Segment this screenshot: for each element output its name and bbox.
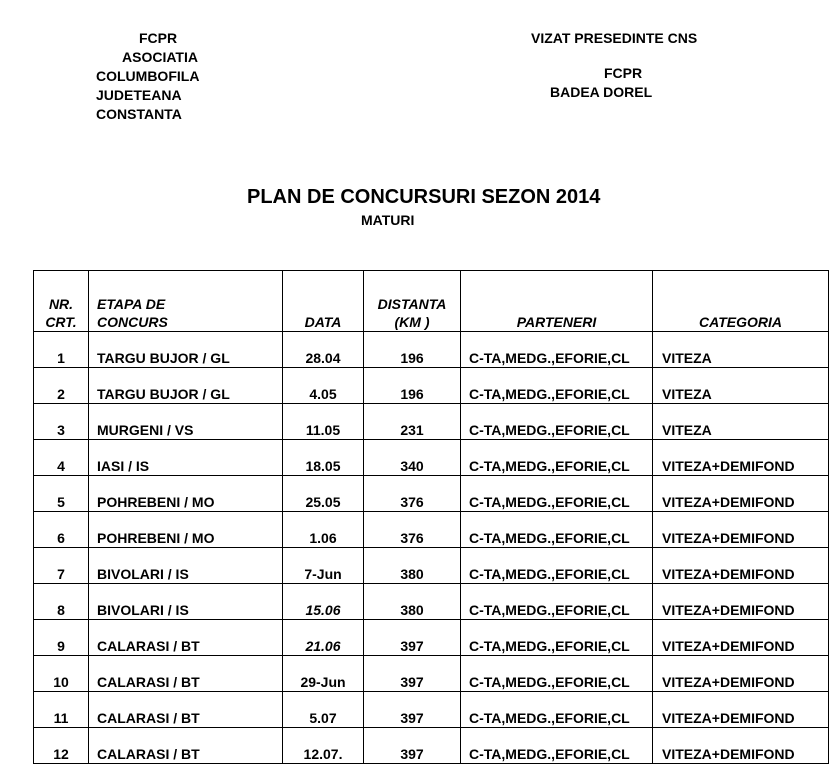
cell-etapa: CALARASI / BT: [89, 728, 283, 764]
cell-nr: 8: [34, 584, 89, 620]
cell-nr: 1: [34, 332, 89, 368]
cell-etapa: POHREBENI / MO: [89, 476, 283, 512]
cell-categoria: VITEZA+DEMIFOND: [653, 728, 829, 764]
cell-data: 7-Jun: [283, 548, 364, 584]
cell-km: 397: [364, 620, 461, 656]
cell-parteneri: [461, 512, 653, 548]
table-row: [34, 620, 829, 656]
cell-nr: 9: [34, 620, 89, 656]
cell-parteneri: [461, 692, 653, 728]
cell-km: 376: [364, 476, 461, 512]
cell-categoria: VITEZA: [653, 368, 829, 404]
parteneri-text: C-TA,MEDG.,EFORIE,CL: [469, 422, 630, 438]
cell-nr: 6: [34, 512, 89, 548]
cell-etapa: TARGU BUJOR / GL: [89, 368, 283, 404]
document-title: PLAN DE CONCURSURI SEZON 2014: [247, 186, 601, 208]
parteneri-text: C-TA,MEDG.,EFORIE,CL: [469, 458, 630, 474]
table-row: [34, 656, 829, 692]
column-header-nr: NR. CRT.: [34, 271, 89, 332]
header-line: CONSTANTA: [96, 106, 182, 122]
parteneri-text: C-TA,MEDG.,EFORIE,CL: [469, 530, 630, 546]
cell-categoria: VITEZA+DEMIFOND: [653, 512, 829, 548]
cell-nr: 10: [34, 656, 89, 692]
parteneri-text: C-TA,MEDG.,EFORIE,CL: [469, 710, 630, 726]
cell-categoria: VITEZA+DEMIFOND: [653, 548, 829, 584]
header-line: FCPR: [604, 65, 643, 81]
cell-data: 21.06: [283, 620, 364, 656]
cell-km: 196: [364, 332, 461, 368]
column-header-etapa: ETAPA DE CONCURS: [89, 271, 283, 332]
cell-data: 12.07.: [283, 728, 364, 764]
table-row: [34, 512, 829, 548]
cell-parteneri: [461, 728, 653, 764]
table-row: [34, 692, 829, 728]
cell-parteneri: [461, 404, 653, 440]
header-line: ASOCIATIA: [122, 49, 198, 65]
cell-data: 4.05: [283, 368, 364, 404]
header-line: JUDETEANA: [96, 87, 182, 103]
header-line: FCPR: [139, 30, 178, 46]
header-line: COLUMBOFILA: [96, 68, 200, 84]
parteneri-text: C-TA,MEDG.,EFORIE,CL: [469, 638, 630, 654]
competition-plan-table: [33, 270, 829, 764]
cell-parteneri: [461, 584, 653, 620]
cell-categoria: VITEZA+DEMIFOND: [653, 656, 829, 692]
cell-parteneri: [461, 620, 653, 656]
cell-categoria: VITEZA+DEMIFOND: [653, 440, 829, 476]
cell-etapa: TARGU BUJOR / GL: [89, 332, 283, 368]
cell-km: 380: [364, 548, 461, 584]
table-row: [34, 440, 829, 476]
cell-categoria: VITEZA+DEMIFOND: [653, 584, 829, 620]
parteneri-text: C-TA,MEDG.,EFORIE,CL: [469, 386, 630, 402]
table-row: [34, 728, 829, 764]
cell-nr: 2: [34, 368, 89, 404]
cell-etapa: IASI / IS: [89, 440, 283, 476]
cell-data: 5.07: [283, 692, 364, 728]
cell-categoria: VITEZA: [653, 404, 829, 440]
parteneri-text: C-TA,MEDG.,EFORIE,CL: [469, 566, 630, 582]
cell-nr: 11: [34, 692, 89, 728]
table-row: [34, 476, 829, 512]
column-header-distanta: DISTANTA (KM ): [364, 271, 461, 332]
cell-nr: 12: [34, 728, 89, 764]
cell-parteneri: [461, 440, 653, 476]
cell-km: 340: [364, 440, 461, 476]
cell-etapa: CALARASI / BT: [89, 656, 283, 692]
cell-nr: 7: [34, 548, 89, 584]
cell-categoria: VITEZA: [653, 332, 829, 368]
cell-data: 11.05: [283, 404, 364, 440]
parteneri-text: C-TA,MEDG.,EFORIE,CL: [469, 746, 630, 762]
cell-km: 397: [364, 728, 461, 764]
cell-categoria: VITEZA+DEMIFOND: [653, 620, 829, 656]
column-header-data: DATA: [283, 271, 364, 332]
cell-parteneri: [461, 476, 653, 512]
cell-data: 1.06: [283, 512, 364, 548]
association-header: [96, 29, 226, 124]
cell-data: 25.05: [283, 476, 364, 512]
cell-data: 15.06: [283, 584, 364, 620]
cell-etapa: POHREBENI / MO: [89, 512, 283, 548]
cell-km: 380: [364, 584, 461, 620]
cell-parteneri: [461, 332, 653, 368]
parteneri-text: C-TA,MEDG.,EFORIE,CL: [469, 602, 630, 618]
column-header-parteneri: PARTENERI: [461, 271, 653, 332]
cell-data: 29-Jun: [283, 656, 364, 692]
document-subtitle: MATURI: [361, 212, 415, 228]
cell-etapa: BIVOLARI / IS: [89, 584, 283, 620]
table-row: [34, 548, 829, 584]
cell-data: 28.04: [283, 332, 364, 368]
table-header-row: [34, 271, 829, 332]
parteneri-text: C-TA,MEDG.,EFORIE,CL: [469, 350, 630, 366]
cell-km: 397: [364, 656, 461, 692]
cell-categoria: VITEZA+DEMIFOND: [653, 476, 829, 512]
cell-etapa: CALARASI / BT: [89, 620, 283, 656]
cell-nr: 3: [34, 404, 89, 440]
header-line: BADEA DOREL: [550, 84, 653, 100]
cell-nr: 5: [34, 476, 89, 512]
cell-etapa: MURGENI / VS: [89, 404, 283, 440]
column-header-categoria: CATEGORIA: [653, 271, 829, 332]
cell-km: 376: [364, 512, 461, 548]
cell-km: 397: [364, 692, 461, 728]
table-row: [34, 584, 829, 620]
table-row: [34, 404, 829, 440]
table-row: [34, 332, 829, 368]
cell-parteneri: [461, 368, 653, 404]
cell-parteneri: [461, 548, 653, 584]
parteneri-text: C-TA,MEDG.,EFORIE,CL: [469, 674, 630, 690]
cell-categoria: VITEZA+DEMIFOND: [653, 692, 829, 728]
cell-data: 18.05: [283, 440, 364, 476]
table-row: [34, 368, 829, 404]
cell-etapa: CALARASI / BT: [89, 692, 283, 728]
header-line: VIZAT PRESEDINTE CNS: [531, 30, 698, 46]
cell-km: 196: [364, 368, 461, 404]
cell-nr: 4: [34, 440, 89, 476]
approval-header: [531, 29, 697, 102]
cell-parteneri: [461, 656, 653, 692]
parteneri-text: C-TA,MEDG.,EFORIE,CL: [469, 494, 630, 510]
cell-etapa: BIVOLARI / IS: [89, 548, 283, 584]
cell-km: 231: [364, 404, 461, 440]
